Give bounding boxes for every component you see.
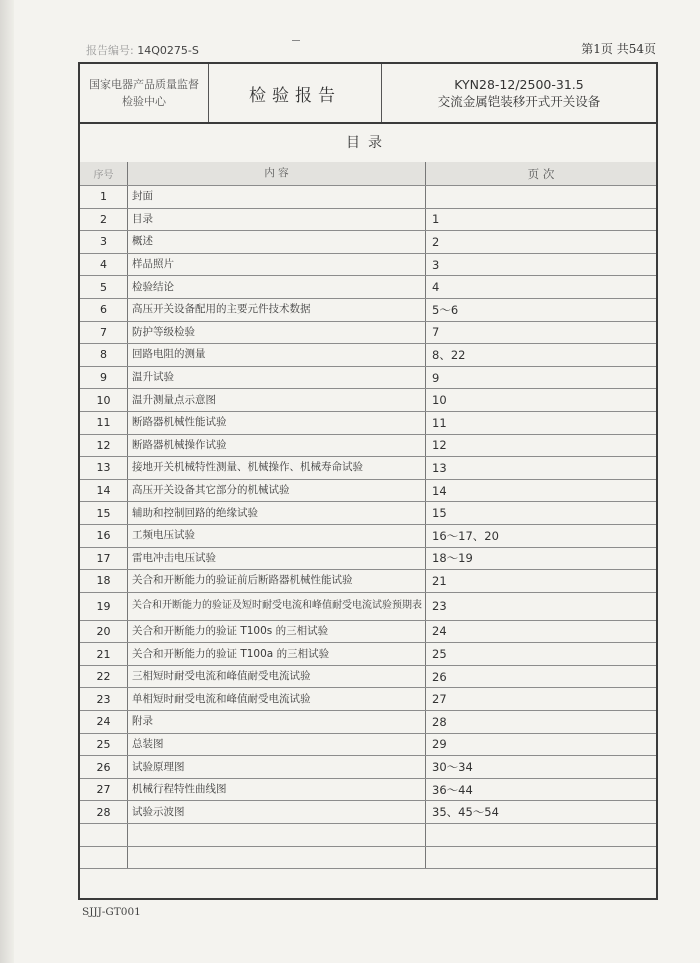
toc-row: [80, 666, 656, 689]
toc-row-item: 机械行程特性曲线图: [128, 779, 426, 801]
toc-row-page: 25: [432, 647, 447, 662]
toc-row-page: 29: [432, 737, 447, 752]
toc-row-no: 28: [80, 801, 128, 823]
toc-row-page: 24: [432, 624, 447, 639]
empty-cell-no: [80, 847, 128, 869]
toc-row-page: 8、22: [432, 347, 466, 362]
toc-row-page: 10: [432, 393, 447, 408]
toc-row-item: 关合和开断能力的验证 T100a 的三相试验: [128, 643, 426, 665]
toc-row: [80, 688, 656, 711]
toc-row-no: 13: [80, 457, 128, 479]
toc-row: [80, 734, 656, 757]
toc-row-page: 23: [432, 599, 447, 614]
toc-row-item: 单相短时耐受电流和峰值耐受电流试验: [128, 688, 426, 710]
toc-row-no: 7: [80, 322, 128, 344]
col-header-no: 序号: [80, 162, 128, 185]
report-header-row: [80, 64, 656, 124]
toc-row-page: 4: [432, 280, 440, 295]
toc-row-item: 关合和开断能力的验证 T100s 的三相试验: [128, 621, 426, 643]
product-model: KYN28-12/2500-31.5: [454, 77, 584, 92]
toc-row-item: 温升试验: [128, 367, 426, 389]
toc-row-no: 14: [80, 480, 128, 502]
toc-row: [80, 299, 656, 322]
toc-row-item: 附录: [128, 711, 426, 733]
toc-row-page: 26: [432, 669, 447, 684]
toc-row: [80, 779, 656, 802]
toc-row-item: 目录: [128, 209, 426, 231]
toc-row-item: 试验示波图: [128, 801, 426, 823]
toc-row-item: 试验原理图: [128, 756, 426, 778]
toc-row-page: 18～19: [432, 551, 473, 566]
toc-row-page: 30～34: [432, 760, 473, 775]
toc-row-item: 三相短时耐受电流和峰值耐受电流试验: [128, 666, 426, 688]
toc-row: [80, 643, 656, 666]
toc-row-item: 关合和开断能力的验证前后断路器机械性能试验: [128, 570, 426, 592]
toc-row-no: 6: [80, 299, 128, 321]
toc-row-page: 35、45～54: [432, 805, 499, 820]
toc-row-no: 26: [80, 756, 128, 778]
toc-row-item: 工频电压试验: [128, 525, 426, 547]
toc-row-item: 防护等级检验: [128, 322, 426, 344]
report-number: [86, 42, 199, 58]
toc-row-page: 12: [432, 438, 447, 453]
toc-row-item: 检验结论: [128, 276, 426, 298]
product-description: 交流金属铠装移开式开关设备: [437, 94, 601, 109]
toc-row-no: 23: [80, 688, 128, 710]
toc-row-page: 16～17、20: [432, 528, 499, 543]
toc-row: [80, 435, 656, 458]
toc-row: [80, 480, 656, 503]
page-binding-edge: [0, 0, 14, 963]
toc-row-page: 9: [432, 370, 440, 385]
toc-row: [80, 801, 656, 824]
empty-cell-no: [80, 824, 128, 846]
toc-row-item: 样品照片: [128, 254, 426, 276]
toc-row-no: 2: [80, 209, 128, 231]
toc-row-item: 关合和开断能力的验证及短时耐受电流和峰值耐受电流试验预期表: [128, 593, 426, 620]
toc-row: [80, 367, 656, 390]
report-number-value: 14Q0275-S: [137, 44, 199, 57]
toc-row-page: 5～6: [432, 302, 459, 317]
header-dash-mark: [292, 40, 300, 41]
toc-row-no: 25: [80, 734, 128, 756]
toc-row: [80, 525, 656, 548]
toc-row-no: 16: [80, 525, 128, 547]
toc-row-page: [426, 186, 656, 208]
toc-row-item: 总装图: [128, 734, 426, 756]
toc-row: [80, 209, 656, 232]
report-frame: [78, 62, 658, 900]
toc-row-item: 概述: [128, 231, 426, 253]
toc-row: [80, 389, 656, 412]
toc-row-no: 27: [80, 779, 128, 801]
toc-row: [80, 711, 656, 734]
toc-row-no: 5: [80, 276, 128, 298]
empty-cell-item: [128, 824, 426, 846]
form-code: SJJJ-GT001: [82, 906, 141, 918]
col-header-page: 页 次: [527, 166, 555, 181]
toc-table: [80, 162, 656, 869]
toc-header-row: [80, 162, 656, 186]
toc-empty-row: [80, 847, 656, 870]
toc-row: [80, 548, 656, 571]
toc-row-item: 接地开关机械特性测量、机械操作、机械寿命试验: [128, 457, 426, 479]
toc-row-no: 3: [80, 231, 128, 253]
toc-row-item: 辅助和控制回路的绝缘试验: [128, 502, 426, 524]
toc-row-page: 21: [432, 573, 447, 588]
toc-row-item: 高压开关设备配用的主要元件技术数据: [128, 299, 426, 321]
toc-row: [80, 457, 656, 480]
toc-row-item: 断路器机械性能试验: [128, 412, 426, 434]
toc-row-page: 15: [432, 506, 447, 521]
toc-row-page: 2: [432, 234, 440, 249]
toc-row-no: 15: [80, 502, 128, 524]
toc-row: [80, 276, 656, 299]
toc-row: [80, 231, 656, 254]
issuing-organization: [80, 64, 209, 122]
toc-row: [80, 186, 656, 209]
toc-row-no: 9: [80, 367, 128, 389]
org-line-2: 检验中心: [122, 95, 166, 108]
product-name: [382, 64, 656, 122]
toc-row: [80, 502, 656, 525]
toc-row: [80, 322, 656, 345]
toc-row-no: 24: [80, 711, 128, 733]
toc-title: 目录: [80, 122, 656, 163]
toc-row: [80, 593, 656, 621]
toc-row-no: 12: [80, 435, 128, 457]
toc-row-no: 19: [80, 593, 128, 620]
page-indicator: 第1页 共54页: [581, 42, 656, 56]
toc-row-no: 4: [80, 254, 128, 276]
toc-row-page: 27: [432, 692, 447, 707]
toc-row-page: 14: [432, 483, 447, 498]
toc-row-page: 7: [432, 325, 440, 340]
toc-row: [80, 254, 656, 277]
toc-row-item: 封面: [128, 186, 426, 208]
toc-row-no: 18: [80, 570, 128, 592]
toc-row-page: 28: [432, 714, 447, 729]
toc-row-item: 回路电阻的测量: [128, 344, 426, 366]
col-header-item: 内 容: [128, 162, 426, 185]
toc-row: [80, 621, 656, 644]
toc-row-no: 17: [80, 548, 128, 570]
toc-row-page: 3: [432, 257, 440, 272]
org-line-1: 国家电器产品质量监督: [89, 78, 199, 91]
toc-row-page: 1: [432, 212, 440, 227]
toc-row-page: 36～44: [432, 782, 473, 797]
toc-empty-row: [80, 824, 656, 847]
toc-row-page: 11: [432, 415, 447, 430]
report-number-label: 报告编号:: [86, 44, 134, 57]
toc-row-item: 雷电冲击电压试验: [128, 548, 426, 570]
toc-row-page: 13: [432, 460, 447, 475]
toc-row-no: 10: [80, 389, 128, 411]
empty-cell-page: [426, 824, 656, 846]
toc-row: [80, 570, 656, 593]
toc-row: [80, 344, 656, 367]
toc-row-item: 高压开关设备其它部分的机械试验: [128, 480, 426, 502]
toc-row-no: 21: [80, 643, 128, 665]
toc-row-no: 22: [80, 666, 128, 688]
toc-row-no: 20: [80, 621, 128, 643]
toc-row-no: 1: [80, 186, 128, 208]
empty-cell-page: [426, 847, 656, 869]
empty-cell-item: [128, 847, 426, 869]
toc-row: [80, 412, 656, 435]
toc-row: [80, 756, 656, 779]
toc-rows: [80, 186, 656, 824]
report-title: 检验报告: [209, 64, 382, 122]
toc-row-no: 8: [80, 344, 128, 366]
toc-row-item: 温升测量点示意图: [128, 389, 426, 411]
toc-row-no: 11: [80, 412, 128, 434]
toc-row-item: 断路器机械操作试验: [128, 435, 426, 457]
